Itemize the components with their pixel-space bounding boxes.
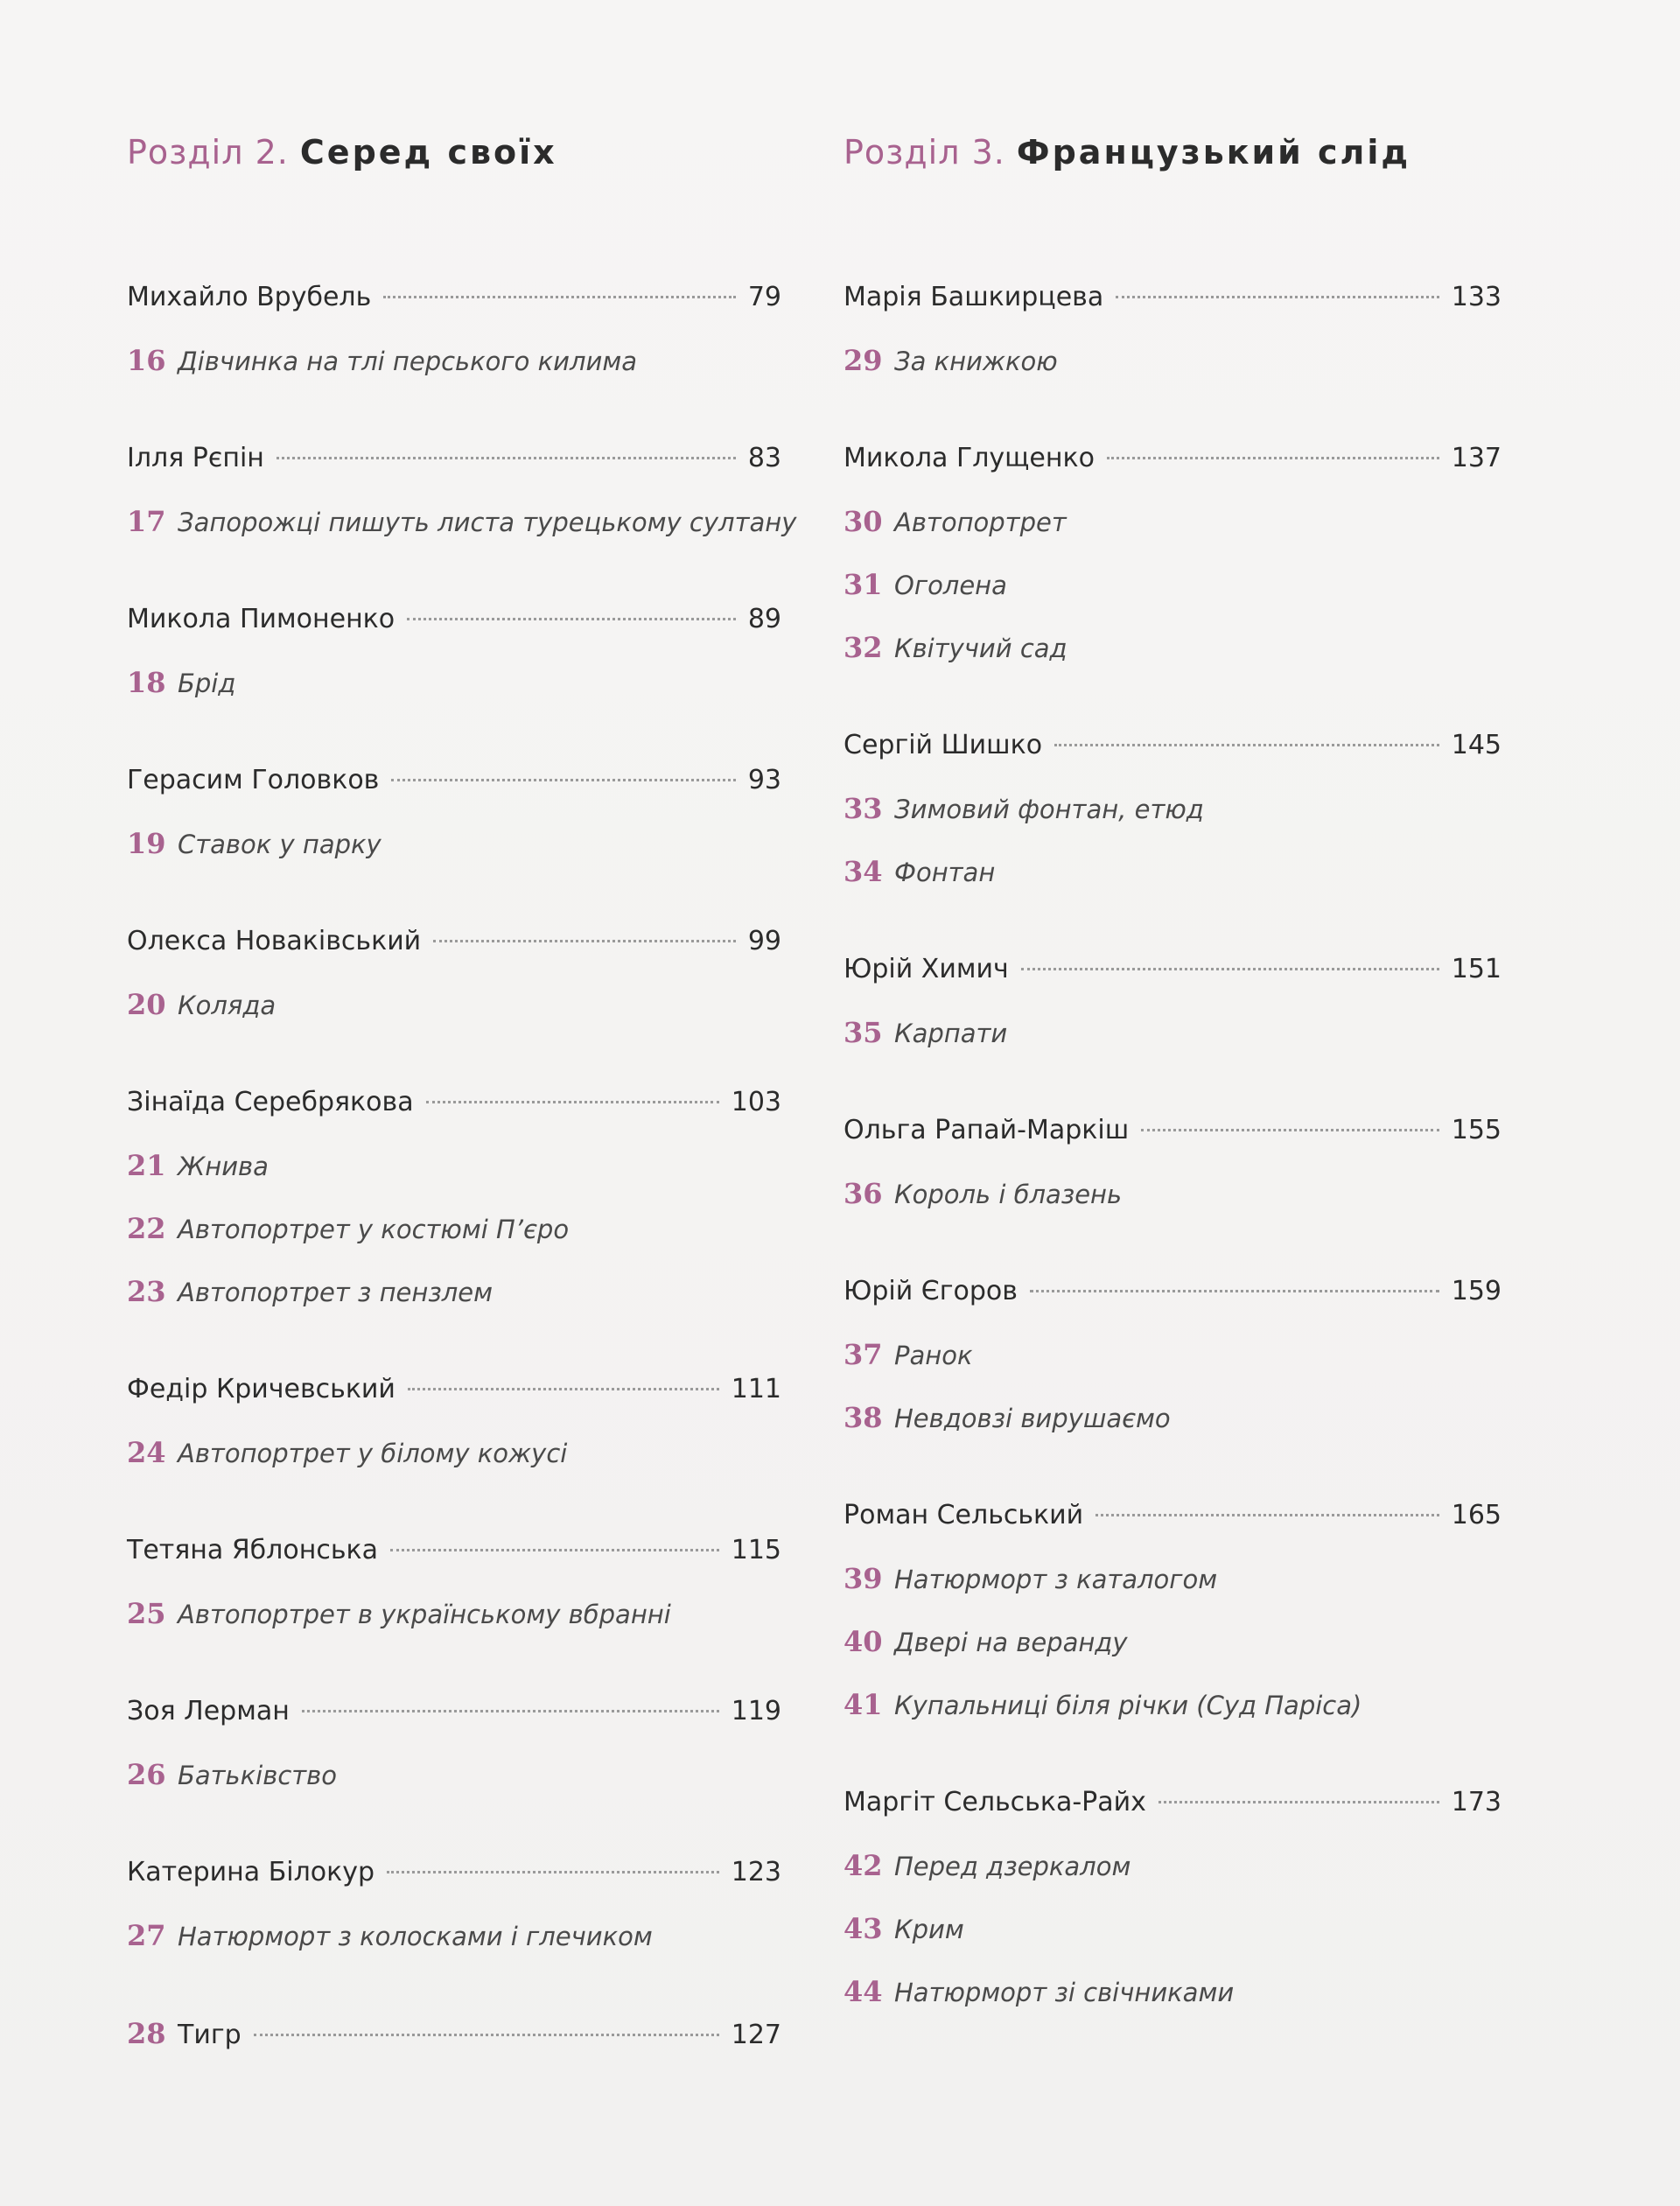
dot-leader <box>1107 457 1439 459</box>
artwork-item[interactable] <box>844 1610 1502 1673</box>
artist-name: Федір Кричевський <box>127 1374 396 1404</box>
artwork-number: 39 <box>844 1562 883 1595</box>
toc-entry[interactable] <box>844 427 1502 679</box>
page-number: 165 <box>1451 1500 1502 1530</box>
artwork-title: Автопортрет у костюмі П’єро <box>178 1215 570 1244</box>
artwork-number: 20 <box>127 988 166 1021</box>
artwork-number: 18 <box>127 666 166 699</box>
page-number: 137 <box>1451 443 1502 473</box>
dot-leader <box>1030 1290 1439 1292</box>
chapter-title: Серед своїх <box>299 133 557 172</box>
dot-leader <box>387 1871 719 1873</box>
page-number: 159 <box>1451 1276 1502 1306</box>
artwork-number: 25 <box>127 1597 166 1630</box>
artist-name: Юрій Химич <box>844 954 1009 984</box>
artwork-item[interactable] <box>127 812 781 875</box>
artwork-number: 30 <box>844 505 883 538</box>
artwork-title: Карпати <box>894 1019 1008 1048</box>
dot-leader <box>1116 296 1438 298</box>
toc-entry[interactable] <box>844 1099 1502 1225</box>
chapter-label: Розділ 3. <box>844 133 1005 172</box>
artwork-title: Автопортрет у білому кожусі <box>178 1439 568 1468</box>
artwork-item[interactable] <box>127 329 781 392</box>
dot-leader <box>407 618 736 620</box>
dot-leader <box>302 1710 719 1712</box>
artwork-number: 43 <box>844 1912 883 1945</box>
artist-name: Зоя Лерман <box>127 1696 290 1726</box>
toc-entry[interactable] <box>844 714 1502 903</box>
toc-entry[interactable] <box>127 1358 781 1484</box>
artwork-number: 41 <box>844 1688 883 1721</box>
page-number: 127 <box>731 2020 781 2050</box>
artist-name: Катерина Білокур <box>127 1857 375 1887</box>
artwork-item[interactable] <box>844 1162 1502 1225</box>
artist-name: Маргіт Сельська-Райх <box>844 1787 1146 1817</box>
artwork-title: Ставок у парку <box>178 830 382 859</box>
artwork-title: Дівчинка на тлі перського килима <box>178 347 638 376</box>
toc-entry[interactable] <box>127 1680 781 1806</box>
artwork-item[interactable] <box>127 651 781 714</box>
artwork-item[interactable] <box>844 616 1502 679</box>
page-number: 115 <box>731 1535 781 1565</box>
artist-name: Роман Сельський <box>844 1500 1084 1530</box>
artwork-number: 32 <box>844 631 883 664</box>
artwork-item[interactable] <box>844 777 1502 840</box>
artwork-item[interactable] <box>844 553 1502 616</box>
artist-name: Сергій Шишко <box>844 730 1043 760</box>
artwork-number: 17 <box>127 505 166 538</box>
artwork-title: Автопортрет <box>894 508 1067 537</box>
page-number: 89 <box>747 604 781 634</box>
artwork-number: 27 <box>127 1919 166 1952</box>
artwork-number: 36 <box>844 1177 883 1210</box>
chapter-label: Розділ 2. <box>127 133 289 172</box>
artwork-title: Натюрморт зі свічниками <box>894 1978 1235 2007</box>
toc-entry[interactable] <box>844 1260 1502 1449</box>
artwork-title: Натюрморт з каталогом <box>894 1565 1218 1594</box>
dot-leader <box>433 940 736 942</box>
artwork-title: Оголена <box>894 571 1007 600</box>
artwork-number: 16 <box>127 344 166 377</box>
page-number: 123 <box>731 1857 781 1887</box>
toc-entry[interactable] <box>127 1071 781 1323</box>
artist-name: Ольга Рапай-Маркіш <box>844 1115 1130 1145</box>
artwork-title: Запорожці пишуть листа турецькому султану <box>178 508 797 537</box>
artwork-item[interactable] <box>127 1134 781 1197</box>
page-number: 173 <box>1451 1787 1502 1817</box>
artist-name: Герасим Головков <box>127 765 380 795</box>
artwork-item[interactable] <box>127 1260 781 1323</box>
artwork-item[interactable] <box>127 1904 781 1967</box>
artwork-number: 31 <box>844 568 883 601</box>
artwork-item[interactable] <box>127 973 781 1036</box>
dot-leader <box>408 1388 719 1390</box>
artwork-number: 23 <box>127 1275 166 1308</box>
page-number: 79 <box>747 282 781 312</box>
artwork-title: Невдовзі вирушаємо <box>894 1404 1171 1433</box>
dot-leader <box>383 296 736 298</box>
toc-entry[interactable] <box>127 749 781 875</box>
page-number: 83 <box>747 443 781 473</box>
artwork-title: Король і блазень <box>894 1180 1123 1209</box>
artwork-item[interactable] <box>844 840 1502 903</box>
toc-entry[interactable] <box>127 1519 781 1645</box>
artwork-number: 38 <box>844 1401 883 1434</box>
dot-leader <box>390 1549 719 1551</box>
artwork-title: Автопортрет з пензлем <box>178 1278 494 1307</box>
artist-name: Олекса Новаківський <box>127 926 422 956</box>
artwork-item[interactable] <box>127 1582 781 1645</box>
artwork-title: Двері на веранду <box>894 1628 1128 1657</box>
artist-name: Ілля Рєпін <box>127 443 264 473</box>
artwork-number: 24 <box>127 1436 166 1469</box>
dot-leader <box>1054 744 1439 746</box>
page-number: 133 <box>1451 282 1502 312</box>
dot-leader <box>1021 968 1439 970</box>
artwork-title: Зимовий фонтан, етюд <box>894 795 1204 824</box>
artwork-number: 40 <box>844 1625 883 1658</box>
artwork-item[interactable] <box>844 1386 1502 1449</box>
chapter-title: Французький слід <box>1016 133 1411 172</box>
artwork-number: 28 <box>127 2017 166 2050</box>
artwork-item[interactable] <box>844 1547 1502 1610</box>
artist-name: Юрій Єгоров <box>844 1276 1018 1306</box>
artwork-item[interactable] <box>844 1001 1502 1064</box>
chapter-3-column <box>844 133 1502 2058</box>
artwork-number: 29 <box>844 344 883 377</box>
artwork-number: 42 <box>844 1849 883 1882</box>
artwork-title: За книжкою <box>894 347 1058 376</box>
artist-name: Марія Башкирцева <box>844 282 1104 312</box>
artwork-title: Крим <box>894 1915 964 1944</box>
page-number: 151 <box>1451 954 1502 984</box>
artwork-item[interactable] <box>844 1960 1502 2023</box>
dot-leader <box>254 2034 719 2036</box>
artwork-item[interactable] <box>127 1421 781 1484</box>
chapter-2-column <box>127 133 797 2100</box>
page-number: 99 <box>747 926 781 956</box>
artwork-number: 22 <box>127 1212 166 1245</box>
artwork-title: Жнива <box>178 1152 269 1181</box>
artwork-item[interactable] <box>844 1673 1502 1736</box>
artwork-item[interactable] <box>844 329 1502 392</box>
artwork-title: Брід <box>178 669 236 698</box>
toc-entry[interactable] <box>127 427 797 553</box>
page-number: 93 <box>747 765 781 795</box>
artwork-number: 26 <box>127 1758 166 1791</box>
artwork-number: 35 <box>844 1016 883 1049</box>
artist-name: Микола Пимоненко <box>127 604 396 634</box>
chapter-heading <box>844 133 1502 180</box>
artwork-title: Ранок <box>894 1341 973 1370</box>
artwork-title: Автопортрет в українському вбранні <box>178 1600 671 1629</box>
artwork-title: Тигр <box>178 2020 242 2050</box>
toc-entry[interactable] <box>844 1484 1502 1736</box>
artwork-number: 44 <box>844 1975 883 2008</box>
artwork-title: Батьківство <box>178 1761 337 1790</box>
toc-entry[interactable] <box>127 2002 781 2065</box>
page-number: 119 <box>731 1696 781 1726</box>
artwork-title: Купальниці біля річки (Суд Паріса) <box>894 1691 1362 1720</box>
artwork-number: 34 <box>844 855 883 888</box>
dot-leader <box>1158 1801 1439 1803</box>
artwork-item[interactable] <box>844 1323 1502 1386</box>
artist-name: Тетяна Яблонська <box>127 1535 379 1565</box>
artwork-title: Коляда <box>178 991 276 1020</box>
dot-leader <box>391 779 735 781</box>
page-number: 145 <box>1451 730 1502 760</box>
dot-leader <box>426 1101 719 1103</box>
artwork-title: Квітучий сад <box>894 634 1068 663</box>
dot-leader <box>276 457 736 459</box>
artist-name: Зінаїда Серебрякова <box>127 1087 414 1117</box>
page-number: 155 <box>1451 1115 1502 1145</box>
artwork-title: Фонтан <box>894 858 996 887</box>
dot-leader <box>1141 1129 1439 1131</box>
toc-entry[interactable] <box>844 1771 1502 2023</box>
artwork-item[interactable] <box>844 1897 1502 1960</box>
artwork-title: Перед дзеркалом <box>894 1852 1131 1881</box>
artist-name: Михайло Врубель <box>127 282 372 312</box>
dot-leader <box>1096 1514 1439 1516</box>
artist-name: Микола Глущенко <box>844 443 1095 473</box>
artwork-number: 19 <box>127 827 166 860</box>
artwork-item[interactable] <box>127 490 797 553</box>
artwork-item[interactable] <box>844 490 1502 553</box>
artwork-item[interactable] <box>127 1197 781 1260</box>
toc-entry[interactable] <box>127 910 781 1036</box>
toc-entry[interactable] <box>844 938 1502 1064</box>
artwork-number: 21 <box>127 1149 166 1182</box>
artwork-number: 33 <box>844 792 883 825</box>
toc-entry[interactable] <box>844 266 1502 392</box>
artwork-number: 37 <box>844 1338 883 1371</box>
toc-entry[interactable] <box>127 266 781 392</box>
artwork-item[interactable] <box>127 1743 781 1806</box>
page-number: 103 <box>731 1087 781 1117</box>
toc-entry[interactable] <box>127 588 781 714</box>
toc-entry[interactable] <box>127 1841 781 1967</box>
artwork-title: Натюрморт з колосками і глечиком <box>178 1922 653 1951</box>
artwork-item[interactable] <box>844 1834 1502 1897</box>
chapter-heading <box>127 133 781 180</box>
page-number: 111 <box>731 1374 781 1404</box>
